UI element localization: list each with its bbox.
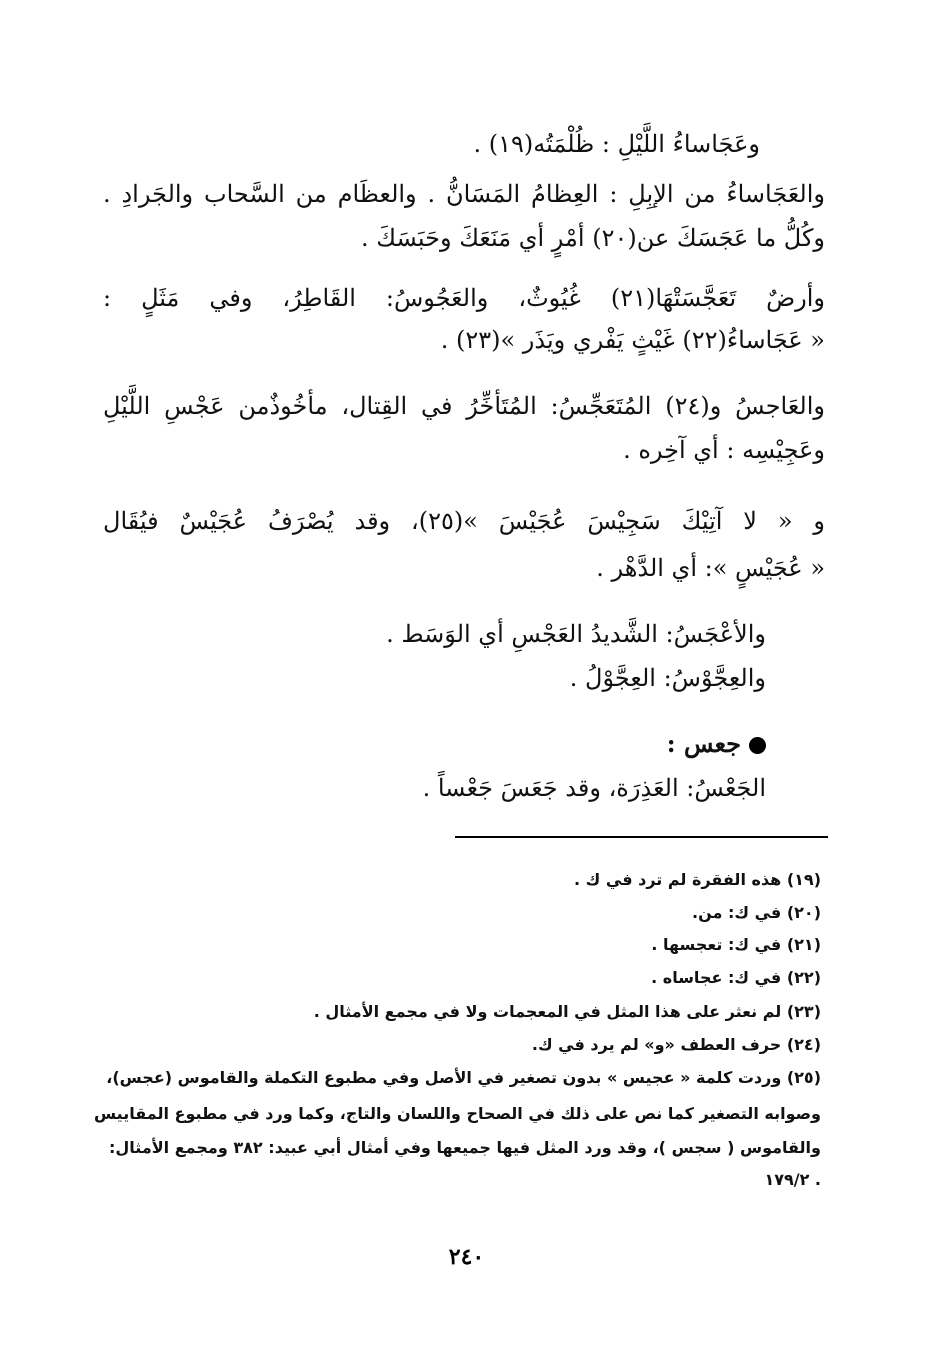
- footnote: (٢٤) حرف العطف «و» لم يرد في ك.: [531, 1035, 821, 1054]
- text-line: « عَجَاساءُ(٢٢) غَيْثٍ يَفْري ويَذَر »(٢٣) .: [440, 326, 825, 354]
- page-number: ٢٤٠: [448, 1244, 485, 1270]
- text-line: والعَاجسُ و(٢٤) المُتَعَجِّسُ: المُتَأخِّرُ في القِتال، مأخُوذٌمن عَجْسِ اللَّيْلِ: [103, 392, 825, 420]
- text-line: وكُلُّ ما عَجَسَكَ عن(٢٠) أمْرٍ أي مَنَعَكَ وحَبَسَكَ .: [361, 224, 825, 252]
- footnote: (٢٣) لم نعثر على هذا المثل في المعجمات ولا في مجمع الأمثال .: [313, 1002, 821, 1021]
- footnote: ١٧٩/٢ .: [764, 1170, 821, 1189]
- text-line: والعِجَّوْسُ: العِجَّوْلُ .: [569, 664, 766, 692]
- footnote: والقاموس ( سجس )، وقد ورد المثل فيها جميعها وفي أمثال أبي عبيد: ٣٨٢ ومجمع الأمثال:: [109, 1138, 821, 1157]
- text-line: وعَجَاساءُ اللَّيْلِ : ظُلْمَتُه(١٩) .: [473, 130, 760, 158]
- entry-heading-label: جعس :: [666, 729, 741, 758]
- text-line: الجَعْسُ: العَذِرَة، وقد جَعَسَ جَعْساً .: [422, 774, 766, 802]
- text-line: والأعْجَسُ: الشَّديدُ العَجْسِ أي الوَسَط .: [386, 620, 766, 648]
- footnote: (٢٢) في ك: عجاساه .: [651, 968, 821, 987]
- entry-heading: [667, 728, 766, 760]
- footnote: (٢٥) وردت كلمة « عجيس » بدون تصغير في الأصل وفي مطبوع التكملة والقاموس (عجس)،: [106, 1068, 821, 1087]
- text-line: والعَجَاساءُ من الإبِلِ : العِظامُ المَسَانُّ . والعظَام من السَّحاب والجَرادِ .: [103, 180, 825, 208]
- footnote: وصوابه التصغير كما نص على ذلك في الصحاح واللسان والتاج، وكما ورد في مطبوع المقاييس: [94, 1104, 821, 1123]
- text-line: وأرضٌ تَعَجَّسَتْهَا(٢١) غُيُوثٌ، والعَجُوسُ: القَاطِرُ، وفي مَثَلٍ :: [103, 284, 825, 312]
- bullet-icon: [749, 737, 766, 754]
- text-line: وعَجِيْسِه : أي آخِره .: [623, 436, 825, 464]
- footnote: (٢١) في ك: تعجسها .: [651, 935, 821, 954]
- footnote: (٢٠) في ك: من.: [692, 903, 821, 922]
- footnote-divider: [455, 836, 828, 838]
- text-line: « عُجَيْسٍ »: أي الدَّهْر .: [596, 554, 825, 582]
- footnote: (١٩) هذه الفقرة لم ترد في ك .: [574, 870, 821, 889]
- text-line: و « لا آتِيْكَ سَجِيْسَ عُجَيْسَ »(٢٥)، وقد يُصْرَفُ عُجَيْسٌ فيُقَال: [103, 507, 825, 535]
